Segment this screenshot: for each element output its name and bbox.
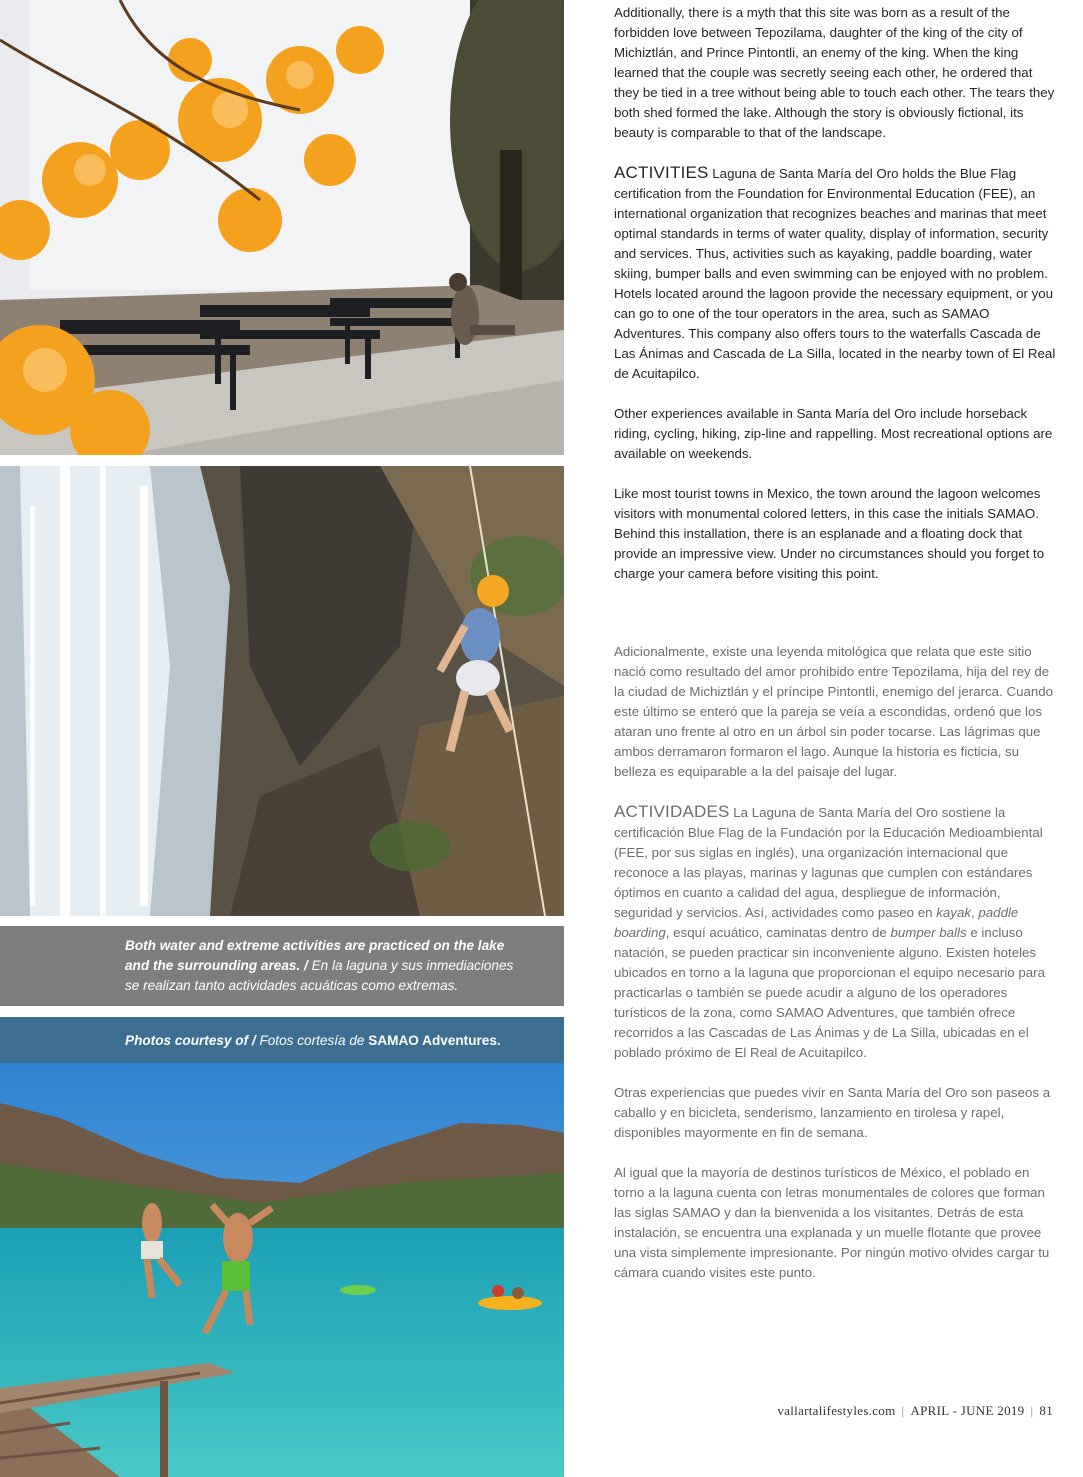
page-number: 81 bbox=[1039, 1403, 1053, 1418]
waterfall-rappel-photo bbox=[0, 466, 564, 916]
footer-separator: | bbox=[1030, 1403, 1034, 1418]
english-paragraph-activities bbox=[614, 163, 1058, 384]
activities-text: Laguna de Santa María del Oro holds the Blue Flag certification from the Foundation for Environmental Education (FEE), an international organization that recognizes beaches and marinas that meet optimal standards in terms of water quality, display of information, security and services. Thus, activities such as kayaking, paddle boarding, water skiing, bumper balls and even swimming can be enjoyed with no problem. Hotels located around the lagoon provide the necessary equipment, or you can go to one of the tour operators in the area, such as SAMAO Adventures. This company also offers tours to the waterfalls Cascada de Las Ánimas and Cascada de La Silla, located in the nearby town of El Real de Acuitapilco. bbox=[614, 166, 1056, 381]
spanish-paragraph-actividades bbox=[614, 802, 1058, 1063]
page-footer bbox=[777, 1403, 1053, 1419]
actividades-bumper: bumper balls bbox=[890, 925, 967, 940]
spanish-paragraph-letras: Al igual que la mayoría de destinos turísticos de México, el poblado en torno a la laguna cuenta con letras monumentales de colores que forman las siglas SAMAO y dan la bienvenida a los visitantes. Detrás de esta instalación, se encuentra una explanada y un muelle flotante que provee una vista simplemente impresionante. Por ningún motivo olvides cargar tu cámara cuando visites este punto. bbox=[614, 1165, 1050, 1280]
english-paragraph-experiences: Other experiences available in Santa María del Oro include horseback riding, cycling, hiking, zip-line and rappelling. Most recreational options are available on weekends. bbox=[614, 406, 1053, 461]
actividades-paddle: paddle boarding bbox=[614, 905, 1019, 940]
spanish-article bbox=[614, 642, 1058, 1303]
photo-credit bbox=[0, 1017, 564, 1063]
english-paragraph-letters: Like most tourist towns in Mexico, the town around the lagoon welcomes visitors with monumental colored letters, in this case the initials SAMAO. Behind this installation, there is an esplanade and a floating dock that provide an impressive view. Under no circumstances should you forget to charge your camera before visiting this point. bbox=[614, 486, 1045, 581]
footer-separator: | bbox=[901, 1403, 905, 1418]
actividades-text-b: , bbox=[971, 905, 979, 920]
spanish-paragraph-experiencias: Otras experiencias que puedes vivir en Santa María del Oro son paseos a caballo y en bicicleta, senderismo, lanzamiento en tirolesa y rapel, disponibles mayormente en fin de semana. bbox=[614, 1085, 1051, 1140]
actividades-text-d: e incluso natación, se pueden practicar sin inconveniente alguno. Existen hoteles ubicados en torno a la laguna que proporcionan el equipo necesario para practicarlas o también se puede acudir a alguno de los operadores turísticos de la zona, como SAMAO Adventures, que también ofrece recorridos a las Cascadas de Las Ánimas y de La Silla, ubicadas en el poblado próximo de El Real de Acuitapilco. bbox=[614, 925, 1045, 1060]
credit-name: SAMAO Adventures. bbox=[368, 1033, 501, 1048]
footer-site[interactable]: vallartalifestyles.com bbox=[777, 1403, 896, 1418]
english-article bbox=[614, 3, 1058, 604]
caption-english: Both water and extreme activities are practiced on the lake and the surrounding areas. / bbox=[125, 938, 505, 973]
actividades-text-c: , esquí acuático, caminatas dentro de bbox=[665, 925, 891, 940]
caption-spanish: En la laguna y sus inmediaciones se realizan tanto actividades acuáticas como extremas. bbox=[125, 958, 514, 993]
lake-jumping-photo bbox=[0, 1063, 564, 1477]
credit-english: Photos courtesy of / bbox=[125, 1033, 256, 1048]
actividades-heading: ACTIVIDADES bbox=[614, 802, 730, 821]
photo-caption bbox=[0, 926, 564, 1006]
actividades-text-a: La Laguna de Santa María del Oro sostiene la certificación Blue Flag de la Fundación por la Educación Medioambiental (FEE, por sus siglas en inglés), una organización internacional que reconoce a las playas, marinas y lagunas que cumplen con estándares óptimos en cuanto a calidad del agua, despliegue de información, seguridad y servicios. Así, actividades como paseo en bbox=[614, 805, 1043, 920]
credit-spanish: Fotos cortesía de bbox=[255, 1033, 369, 1048]
footer-issue: APRIL - JUNE 2019 bbox=[910, 1403, 1025, 1418]
actividades-kayak: kayak bbox=[936, 905, 971, 920]
english-paragraph-myth: Additionally, there is a myth that this site was born as a result of the forbidden love between Tepozilama, daughter of the king of the city of Michiztlán, and Prince Pintontli, an enemy of the king. When the king learned that the couple was secretly seeing each other, he ordered that they be tied in a tree without being able to touch each other. The tears they both shed formed the lake. Although the story is obviously fictional, its beauty is comparable to that of the landscape. bbox=[614, 5, 1055, 140]
spanish-paragraph-leyenda: Adicionalmente, existe una leyenda mitológica que relata que este sitio nació como resultado del amor prohibido entre Tepozilama, hija del rey de la ciudad de Michiztlán y el príncipe Pintontli, enemigo del jerarca. Cuando este último se enteró que la pareja se veía a escondidas, ordenó que los ataran uno frente al otro en un árbol sin poder tocarse. Las lágrimas que ambos derramaron formaron el lago. Aunque la historia es ficticia, su belleza es equiparable a la del paisaje del lugar. bbox=[614, 644, 1054, 779]
activities-heading: ACTIVITIES bbox=[614, 163, 709, 182]
park-benches-photo bbox=[0, 0, 564, 455]
